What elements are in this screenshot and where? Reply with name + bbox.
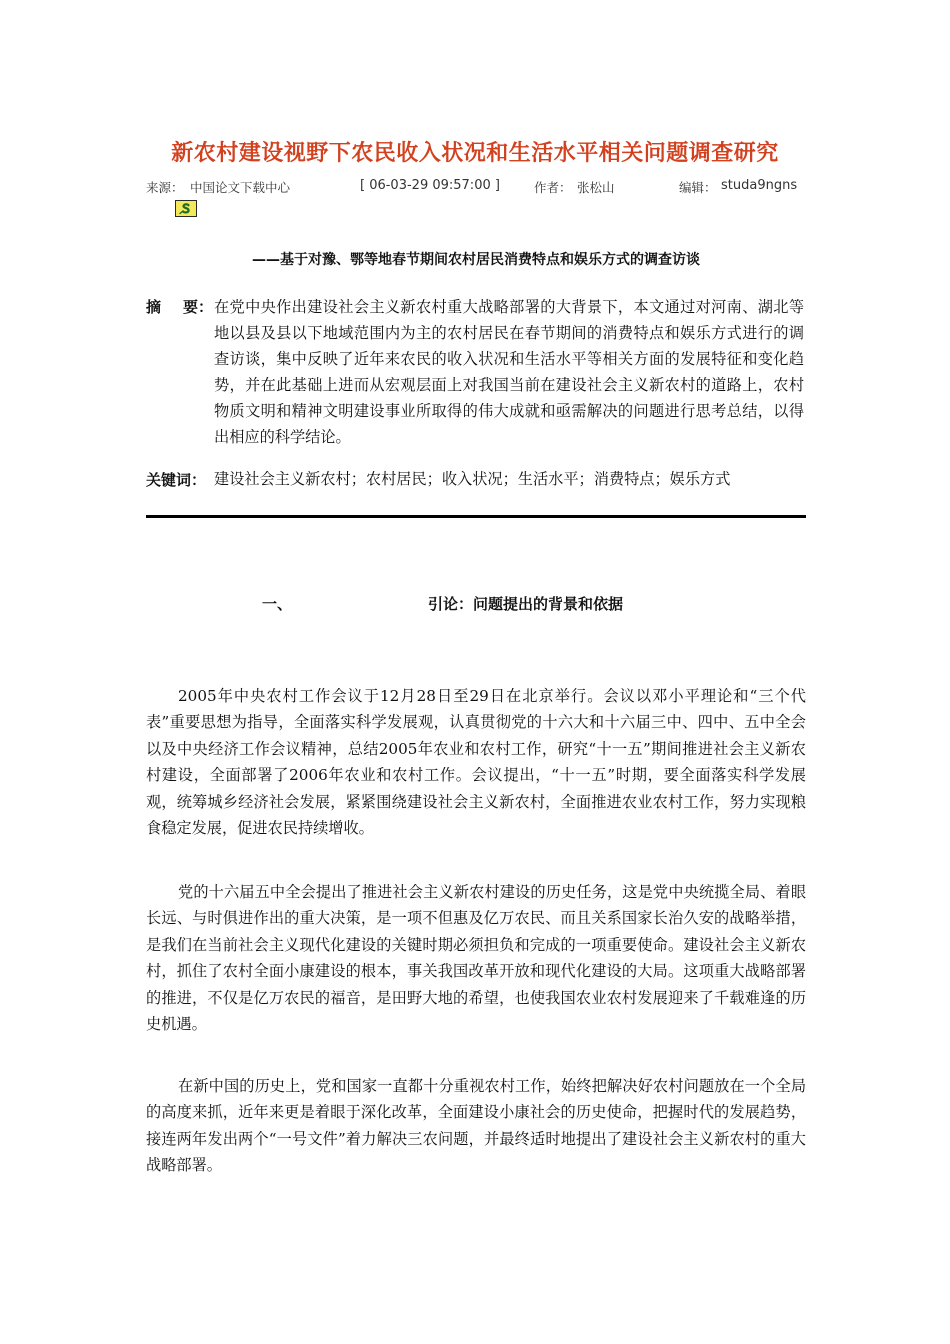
article-title: 新农村建设视野下农民收入状况和生活水平相关问题调查研究 <box>171 141 779 166</box>
source-label: 来源： <box>146 180 184 195</box>
body-paragraph-1: 2005年中央农村工作会议于12月28日至29日在北京举行。会议以邓小平理论和“三个代表”重要思想为指导，全面落实科学发展观，认真贯彻党的十六大和十六届三中、四中、五中全会以及中央经济工作会议精神，总结2005年农业和农村工作，研究“十一五”期间推进社会主义新农村建设，全面部署了2006年农业和农村工作。会议提出，“十一五”时期，要全面落实科学发展观，统筹城乡经济社会发展，紧紧围绕建设社会主义新农村，全面推进农业农村工作，努力实现粮食稳定发展，促进农民持续增收。 <box>146 687 806 838</box>
keywords-text: 建设社会主义新农村；农村居民；收入状况；生活水平；消费特点；娱乐方式 <box>214 470 731 488</box>
publish-datetime: [ 06-03-29 09:57:00 ] <box>360 178 500 193</box>
author-name: 张松山 <box>577 180 615 195</box>
author-label: 作者： <box>534 180 572 195</box>
body-paragraph-2: 党的十六届五中全会提出了推进社会主义新农村建设的历史任务，这是党中央统揽全局、着眼长远、与时俱进作出的重大决策，是一项不但惠及亿万农民、而且关系国家长治久安的战略举措，是我们在当前社会主义现代化建设的关键时期必须担负和完成的一项重要使命。建设社会主义新农村，抓住了农村全面小康建设的根本，事关我国改革开放和现代化建设的大局。这项重大战略部署的推进，不仅是亿万农民的福音，是田野大地的希望，也使我国农业农村发展迎来了千载难逢的历史机遇。 <box>146 883 806 1034</box>
source-name: 中国论文下载中心 <box>190 180 291 195</box>
abstract-label <box>146 296 213 317</box>
dollar-badge-icon[interactable] <box>175 200 197 217</box>
abstract-label-b: 要： <box>183 298 214 316</box>
header-divider <box>146 515 806 518</box>
section-number: 一、 <box>262 595 293 613</box>
editor-label: 编辑： <box>679 180 717 195</box>
article-subtitle: ——基于对豫、鄂等地春节期间农村居民消费特点和娱乐方式的调查访谈 <box>252 252 700 268</box>
keywords-label: 关键词： <box>146 471 207 489</box>
body-paragraph-3: 在新中国的历史上，党和国家一直都十分重视农村工作，始终把解决好农村问题放在一个全局的高度来抓，近年来更是着眼于深化改革，全面建设小康社会的历史使命，把握时代的发展趋势，接连两年发出两个“一号文件”着力解决三农问题，并最终适时地提出了建设社会主义新农村的重大战略部署。 <box>146 1077 806 1175</box>
section-heading: 引论：问题提出的背景和依据 <box>428 595 624 613</box>
abstract-label-a: 摘 <box>146 298 162 316</box>
editor-name: studa9ngns <box>721 178 798 193</box>
abstract-text: 在党中央作出建设社会主义新农村重大战略部署的大背景下，本文通过对河南、湖北等地以县及县以下地域范围内为主的农村居民在春节期间的消费特点和娱乐方式进行的调查访谈，集中反映了近年来农民的收入状况和生活水平等相关方面的发展特征和变化趋势，并在此基础上进而从宏观层面上对我国当前在建设社会主义新农村的道路上，农村物质文明和精神文明建设事业所取得的伟大成就和亟需解决的问题进行思考总结，以得出相应的科学结论。 <box>214 298 804 446</box>
